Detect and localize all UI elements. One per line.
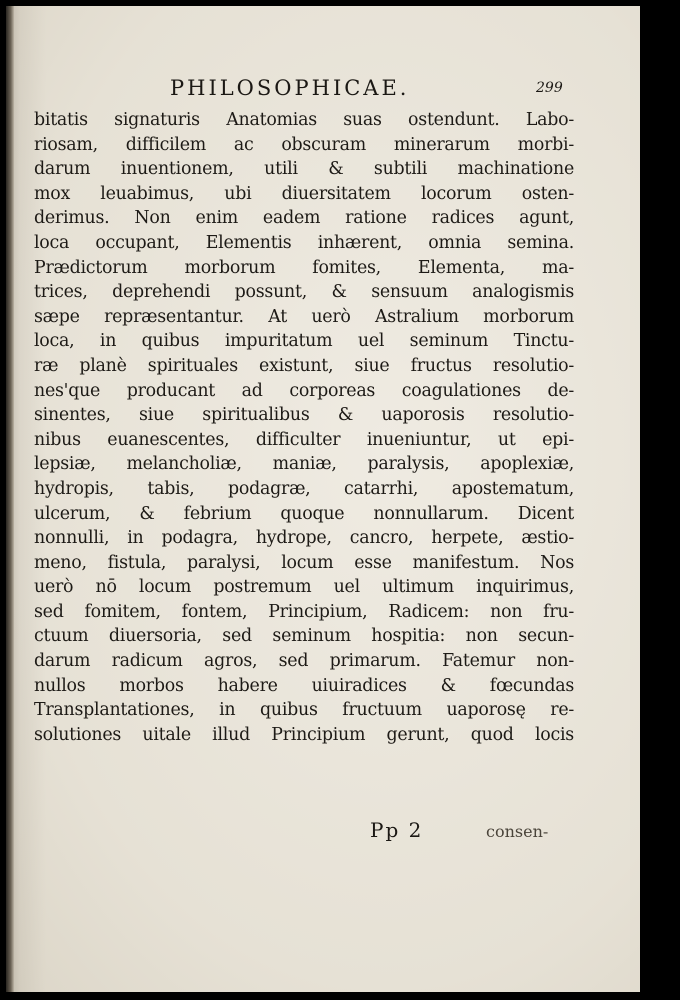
text-line: sed fomitem, fontem, Principium, Radicem: non fru- bbox=[34, 601, 574, 622]
text-line: derimus. Non enim eadem ratione radices agunt, bbox=[34, 208, 574, 229]
text-line: sæpe repræsentantur. At uerò Astralium morborum bbox=[34, 306, 574, 327]
text-line: nullos morbos habere uiuiradices & fœcundas bbox=[34, 675, 574, 696]
text-line: ulcerum, & febrium quoque nonnullarum. Dicent bbox=[34, 503, 574, 524]
page-footer bbox=[6, 818, 640, 848]
running-head bbox=[6, 76, 640, 106]
text-line: nibus euanescentes, difficulter inueniuntur, ut epi- bbox=[34, 429, 574, 450]
text-line: loca, in quibus impuritatum uel seminum Tinctu- bbox=[34, 331, 574, 352]
text-line: bitatis signaturis Anatomias suas ostendunt. Labo- bbox=[34, 110, 574, 130]
text-line: sinentes, siue spiritualibus & uaporosis resolutio- bbox=[34, 405, 574, 426]
text-line: solutiones uitale illud Principium gerunt, quod locis bbox=[34, 724, 574, 745]
text-line: uerò nō locum postremum uel ultimum inquirimus, bbox=[34, 577, 574, 598]
text-line: riosam, difficilem ac obscuram minerarum morbi- bbox=[34, 134, 574, 155]
text-line: Transplantationes, in quibus fructuum uaporosę re- bbox=[34, 700, 574, 721]
running-title: PHILOSOPHICAE. bbox=[170, 76, 410, 100]
text-line: lepsiæ, melancholiæ, maniæ, paralysis, apoplexiæ, bbox=[34, 454, 574, 475]
text-line: loca occupant, Elementis inhærent, omnia semina. bbox=[34, 232, 574, 253]
text-line: nes'que producant ad corporeas coagulationes de- bbox=[34, 380, 574, 401]
text-line: trices, deprehendi possunt, & sensuum analogismis bbox=[34, 282, 574, 303]
text-line: ræ planè spirituales existunt, siue fructus resolutio- bbox=[34, 355, 574, 376]
text-line: darum inuentionem, utili & subtili machinatione bbox=[34, 159, 574, 180]
book-page bbox=[6, 6, 640, 992]
page-number: 299 bbox=[536, 80, 563, 96]
text-line: hydropis, tabis, podagræ, catarrhi, apostematum, bbox=[34, 478, 574, 499]
text-line: Prædictorum morborum fomites, Elementa, ma- bbox=[34, 257, 574, 278]
signature-mark: Pp 2 bbox=[370, 818, 424, 842]
text-line: mox leuabimus, ubi diuersitatem locorum osten- bbox=[34, 183, 574, 204]
catchword: consen- bbox=[486, 822, 549, 841]
text-line: ctuum diuersoria, sed seminum hospitia: non secun- bbox=[34, 626, 574, 647]
body-text bbox=[34, 108, 574, 747]
text-line: meno, fistula, paralysi, locum esse manifestum. Nos bbox=[34, 552, 574, 573]
text-line: nonnulli, in podagra, hydrope, cancro, herpete, æstio- bbox=[34, 528, 574, 549]
text-line: darum radicum agros, sed primarum. Fatemur non- bbox=[34, 651, 574, 672]
